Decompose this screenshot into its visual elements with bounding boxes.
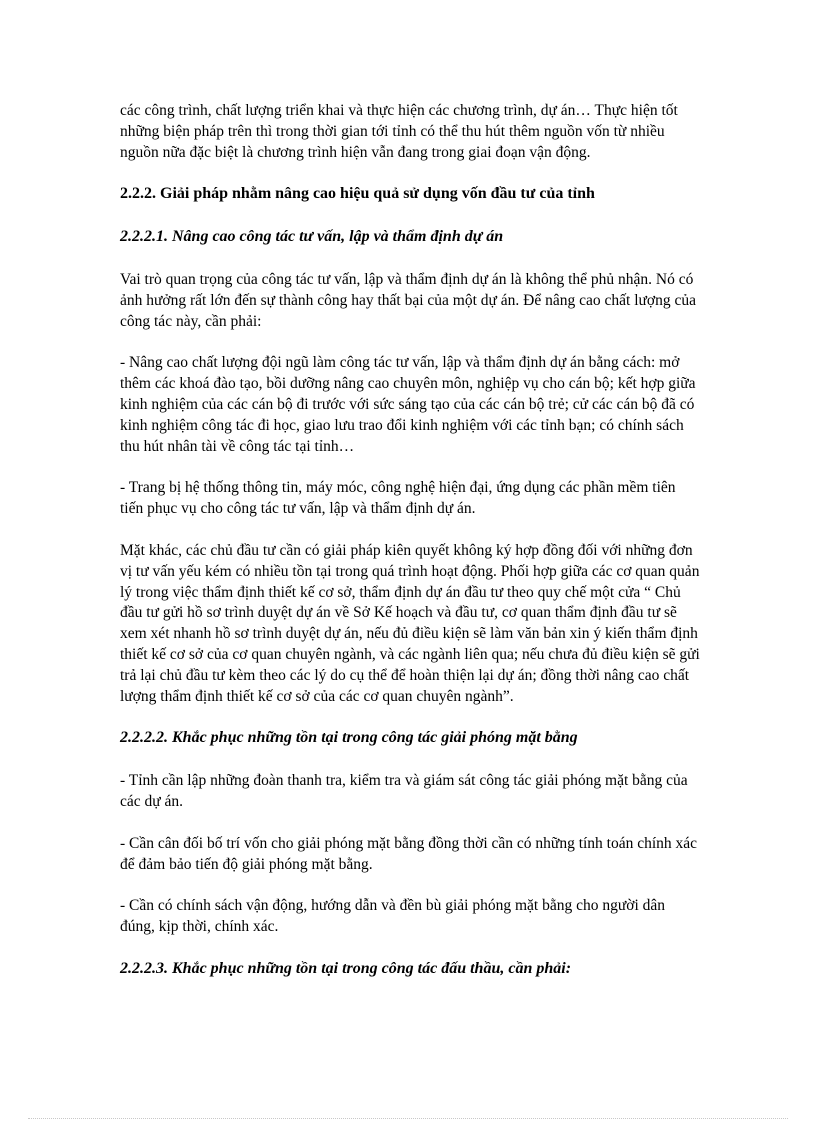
paragraph-improve-staff-quality: - Nâng cao chất lượng đội ngũ làm công tác tư vấn, lập và thẩm định dự án bằng cách: mở thêm các khoá đào tạo, bồi dưỡng nâng cao chuyên môn, nghiệp vụ cho cán bộ; kết hợp giữa kinh nghiệm của các cán bộ đi trước với sức sáng tạo của các cán bộ trẻ; cử các cán bộ đã có kinh nghiệm công tác đi học, giao lưu trao đổi kinh nghiệm với các tỉnh bạn; có chính sách thu hút nhân tài về công tác tại tỉnh… xyxy=(120,354,696,455)
heading-2-2-2-3: 2.2.2.3. Khắc phục những tồn tại trong công tác đấu thầu, cần phải: xyxy=(120,959,572,977)
paragraph-compensation-policy: - Cần có chính sách vận động, hướng dẫn và đền bù giải phóng mặt bằng cho người dân đúng, kịp thời, chính xác. xyxy=(120,897,666,936)
page-bottom-divider xyxy=(28,1118,788,1119)
paragraph-balance-capital: - Cần cân đối bố trí vốn cho giải phóng mặt bằng đồng thời cần có những tính toán chính xác để đảm bảo tiến độ giải phóng mặt bằng. xyxy=(120,834,698,873)
heading-2-2-2-2: 2.2.2.2. Khắc phục những tồn tại trong công tác giải phóng mặt bằng xyxy=(120,729,578,747)
heading-2-2-2-1: 2.2.2.1. Nâng cao công tác tư vấn, lập và thẩm định dự án xyxy=(120,228,504,246)
paragraph-role-of-consulting: Vai trò quan trọng của công tác tư vấn, lập và thẩm định dự án là không thể phủ nhận. Nó có ảnh hưởng rất lớn đến sự thành công hay thất bại của một dự án. Để nâng cao chất lượng của công tác này, cần phải: xyxy=(120,270,696,330)
paragraph-inspection-teams: - Tỉnh cần lập những đoàn thanh tra, kiểm tra và giám sát công tác giải phóng mặt bằng của các dự án. xyxy=(120,772,688,810)
intro-paragraph: các công trình, chất lượng triển khai và thực hiện các chương trình, dự án… Thực hiện tốt những biện pháp trên thì trong thời gian tới tỉnh có thể thu hút thêm nguồn vốn từ nhiều nguồn nữa đặc biệt là chương trình hiện vẫn đang trong giai đoạn vận động. xyxy=(120,102,678,161)
heading-2-2-2: 2.2.2. Giải pháp nhằm nâng cao hiệu quả sử dụng vốn đầu tư của tỉnh xyxy=(120,185,595,203)
paragraph-equip-systems: - Trang bị hệ thống thông tin, máy móc, công nghệ hiện đại, ứng dụng các phần mềm tiên tiến phục vụ cho công tác tư vấn, lập và thẩm định dự án. xyxy=(120,479,676,518)
document-body xyxy=(120,101,700,1002)
paragraph-investor-solutions: Mặt khác, các chủ đầu tư cần có giải pháp kiên quyết không ký hợp đồng đối với những đơn vị tư vấn yếu kém có nhiều tồn tại trong quá trình hoạt động. Phối hợp giữa các cơ quan quản lý trong việc thẩm định thiết kế cơ sở, thẩm định dự án đầu tư theo quy chế một cửa “ Chủ đầu tư gửi hồ sơ trình duyệt dự án về Sở Kế hoạch và đầu tư, cơ quan thẩm định đầu tư sẽ xem xét nhanh hồ sơ trình duyệt dự án, nếu đủ điều kiện sẽ làm văn bản xin ý kiến thẩm định thiết kế cơ sở của cơ quan chuyên ngành, và các ngành liên qua; nếu chưa đủ điều kiện sẽ gửi trả lại chủ đầu tư kèm theo các lý do cụ thể để hoàn thiện lại dự án; đồng thời nâng cao chất lượng thẩm định thiết kế cơ sở của các cơ quan chuyên ngành”. xyxy=(120,541,700,705)
